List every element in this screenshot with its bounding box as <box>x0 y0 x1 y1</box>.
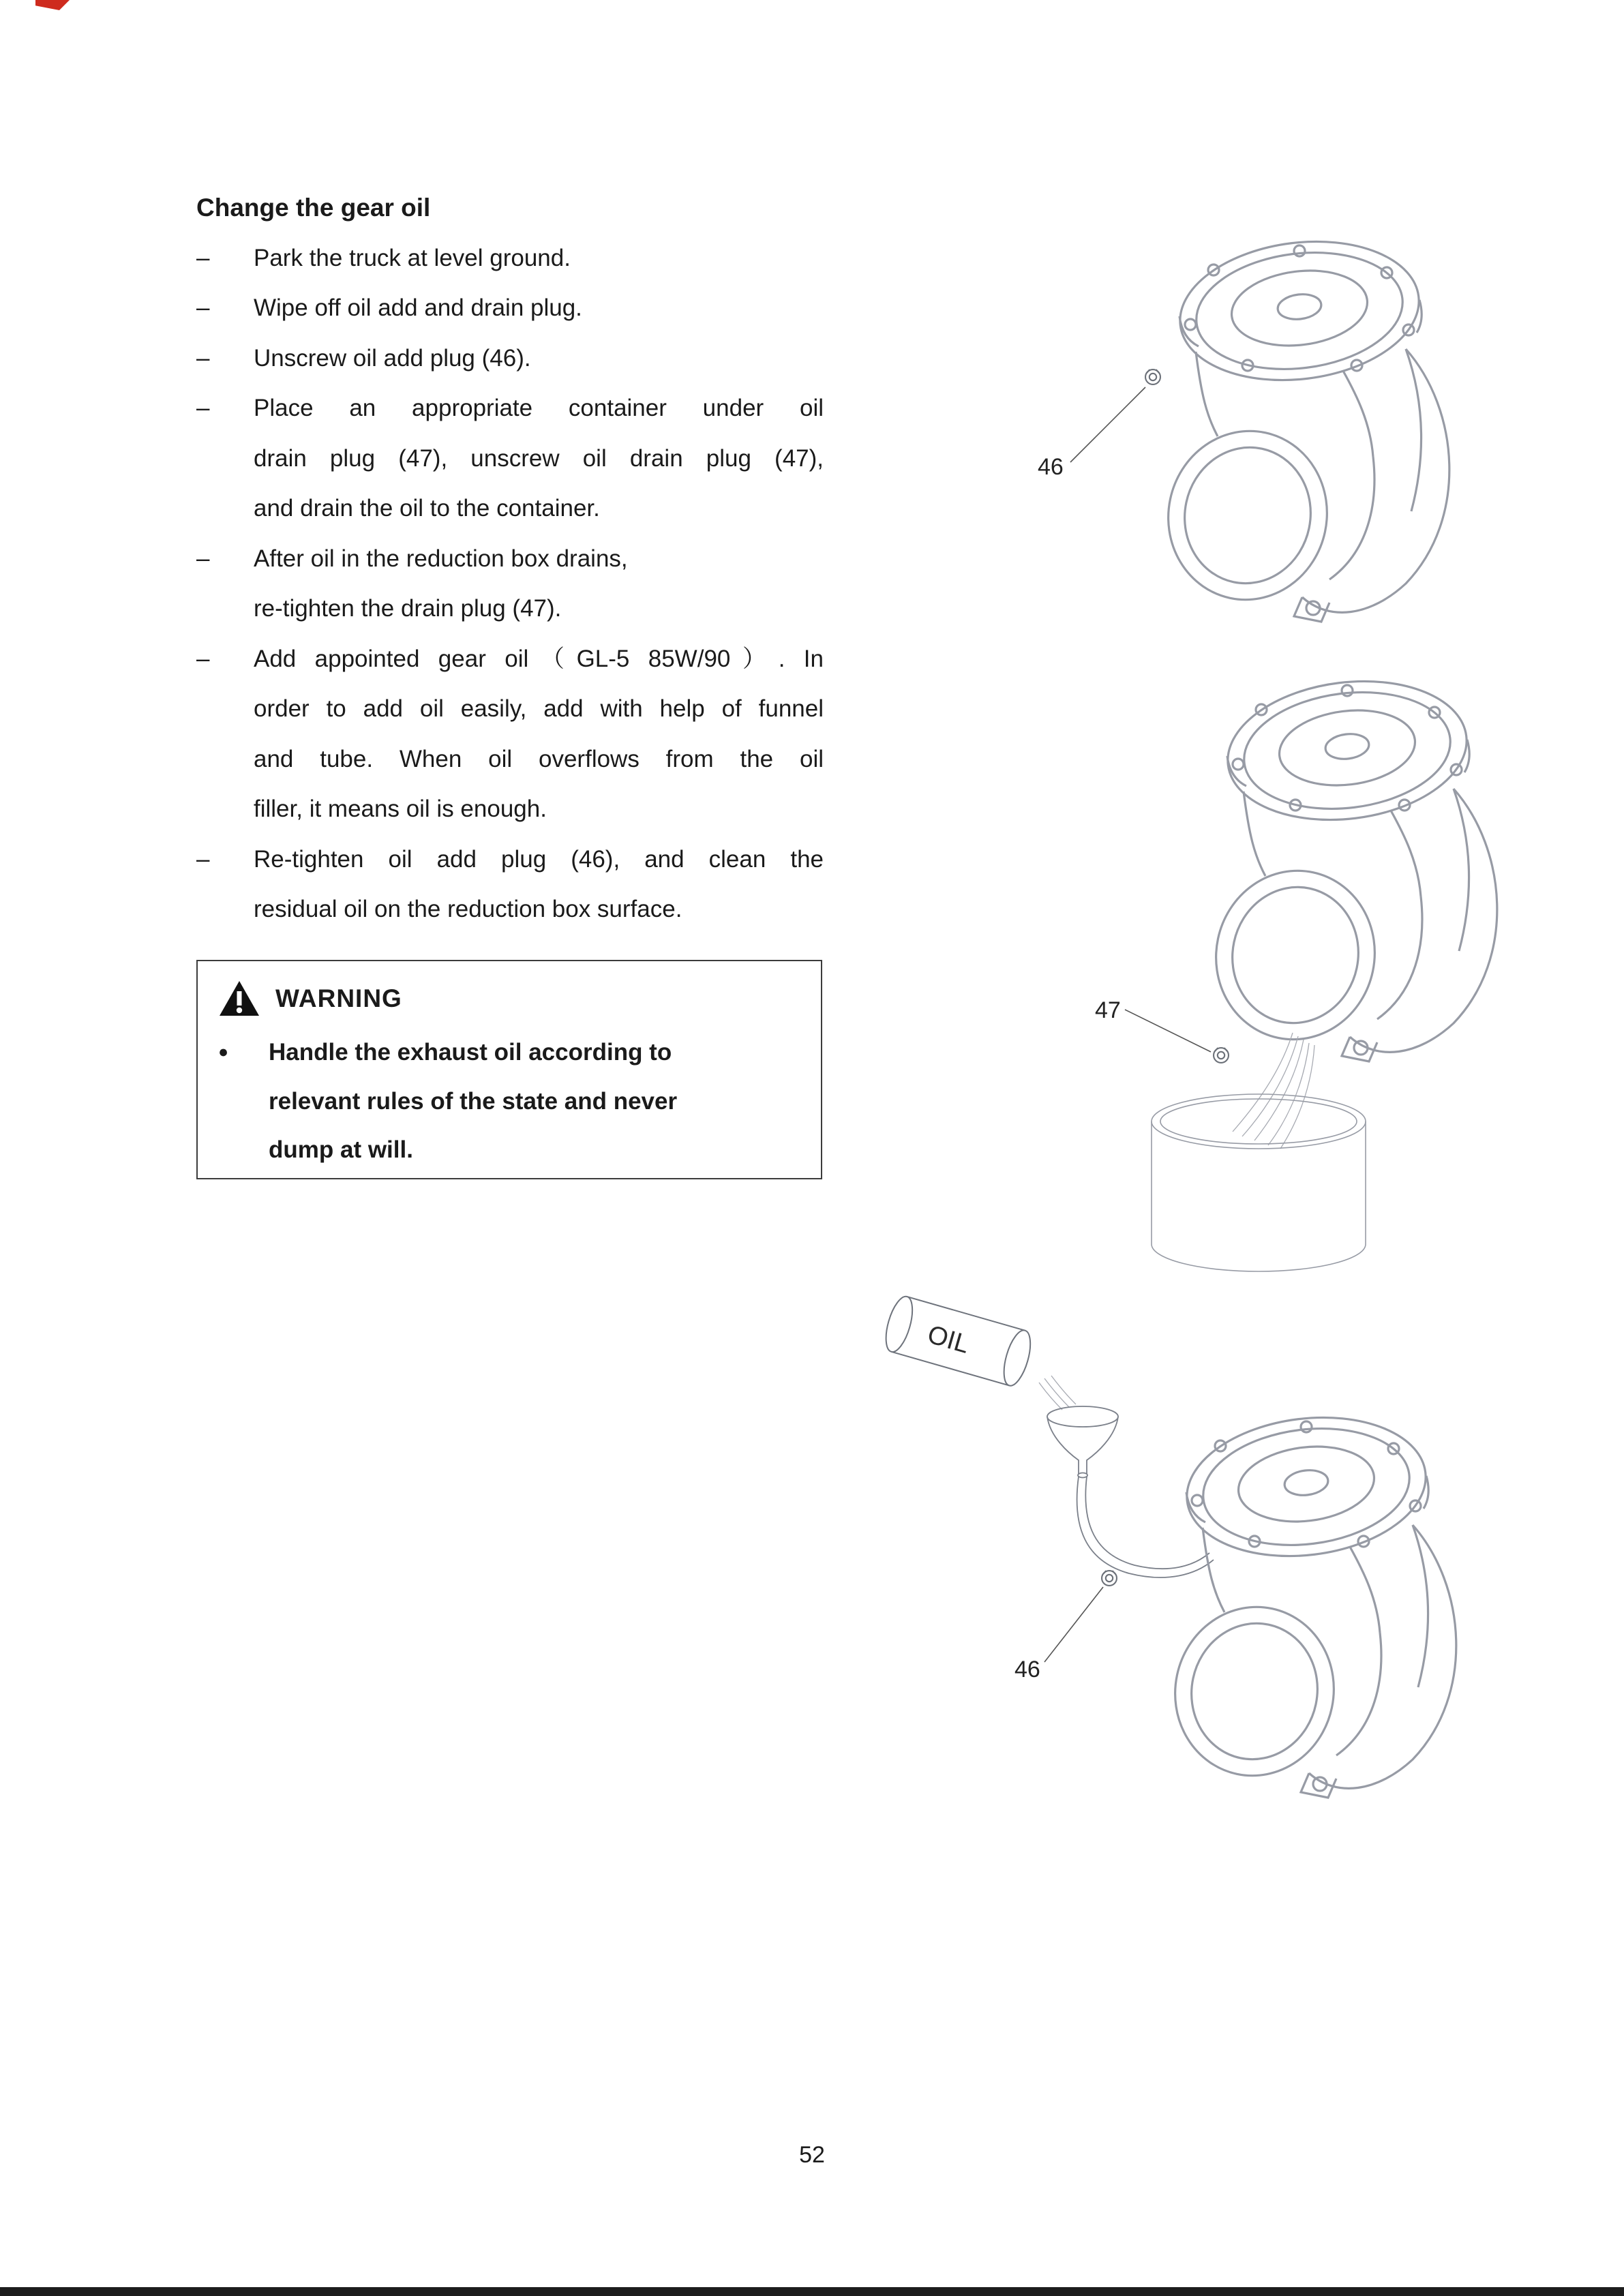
list-item-line: After oil in the reduction box drains, <box>254 545 628 572</box>
list-item <box>196 333 824 384</box>
list-item-line: filler, it means oil is enough. <box>254 796 547 822</box>
scan-bottom-edge <box>0 2287 1624 2296</box>
warning-line: relevant rules of the state and never <box>269 1087 678 1115</box>
list-bullet: – <box>196 845 210 873</box>
warning-line: Handle the exhaust oil according to <box>269 1039 672 1066</box>
list-item <box>196 534 824 634</box>
list-item-line: Add appointed gear oil（GL-5 85W/90）. In <box>254 645 824 672</box>
part-label-47: 47 <box>1095 997 1121 1023</box>
instruction-column <box>196 183 824 935</box>
list-bullet: – <box>196 344 210 372</box>
gearbox-drawing <box>1153 228 1449 622</box>
scan-corner-artifact <box>35 0 70 10</box>
warning-triangle-icon <box>218 980 260 1018</box>
list-bullet: – <box>196 395 210 421</box>
list-item-line: and drain the oil to the container. <box>254 495 600 522</box>
list-item-line: order to add oil easily, add with help of funnel <box>254 695 824 722</box>
warning-title: WARNING <box>275 984 402 1012</box>
oil-add-plug-icon <box>1145 369 1160 384</box>
figure-drain-gearbox <box>1064 671 1541 1326</box>
list-item-line: Park the truck at level ground. <box>254 244 571 271</box>
list-bullet: – <box>196 244 210 271</box>
warning-box <box>196 960 822 1179</box>
oil-bottle-text: OIL <box>924 1320 973 1359</box>
gearbox-drawing <box>1160 1404 1456 1798</box>
figure-add-plug-gearbox <box>1009 225 1486 661</box>
warning-bullet: ● <box>218 1042 229 1061</box>
leader-line <box>1044 1587 1103 1662</box>
list-item-line: Wipe off oil add and drain plug. <box>254 294 582 321</box>
list-item <box>196 233 824 284</box>
list-item <box>196 634 824 834</box>
list-item-line: Re-tighten oil add plug (46), and clean the <box>254 845 824 873</box>
part-label-46: 46 <box>1014 1657 1040 1682</box>
fill-tube-drawing <box>1077 1477 1214 1577</box>
list-item-line: residual oil on the reduction box surface. <box>254 896 682 922</box>
list-bullet: – <box>196 645 210 672</box>
list-item-line: Unscrew oil add plug (46). <box>254 344 531 372</box>
oil-bottle-drawing <box>881 1294 1036 1389</box>
list-item <box>196 283 824 333</box>
list-bullet: – <box>196 545 210 572</box>
drain-container-drawing <box>1152 1094 1366 1271</box>
page-number: 52 <box>799 2142 825 2168</box>
leader-line <box>1125 1010 1211 1052</box>
list-item <box>196 834 824 935</box>
list-item-line: drain plug (47), unscrew oil drain plug (47), <box>254 444 824 472</box>
leader-line <box>1070 387 1145 462</box>
funnel-drawing <box>1047 1406 1118 1478</box>
oil-drain-plug-icon <box>1214 1048 1229 1063</box>
warning-item <box>218 1028 805 1175</box>
pour-stream-lines <box>1039 1376 1076 1410</box>
oil-stream-lines <box>1233 1033 1314 1149</box>
oil-add-plug-icon <box>1102 1571 1117 1586</box>
part-label-46: 46 <box>1038 454 1064 480</box>
list-item <box>196 383 824 534</box>
list-bullet: – <box>196 294 210 321</box>
section-title: Change the gear oil <box>196 194 431 222</box>
figure-fill-gearbox <box>832 1268 1514 1868</box>
warning-header <box>218 972 805 1025</box>
list-item-line: re-tighten the drain plug (47). <box>254 595 562 622</box>
list-item-line: Place an appropriate container under oil <box>254 395 824 421</box>
warning-text <box>269 1028 805 1175</box>
warning-line: dump at will. <box>269 1136 413 1163</box>
gearbox-drawing <box>1201 671 1497 1061</box>
list-item-line: and tube. When oil overflows from the oil <box>254 745 824 772</box>
